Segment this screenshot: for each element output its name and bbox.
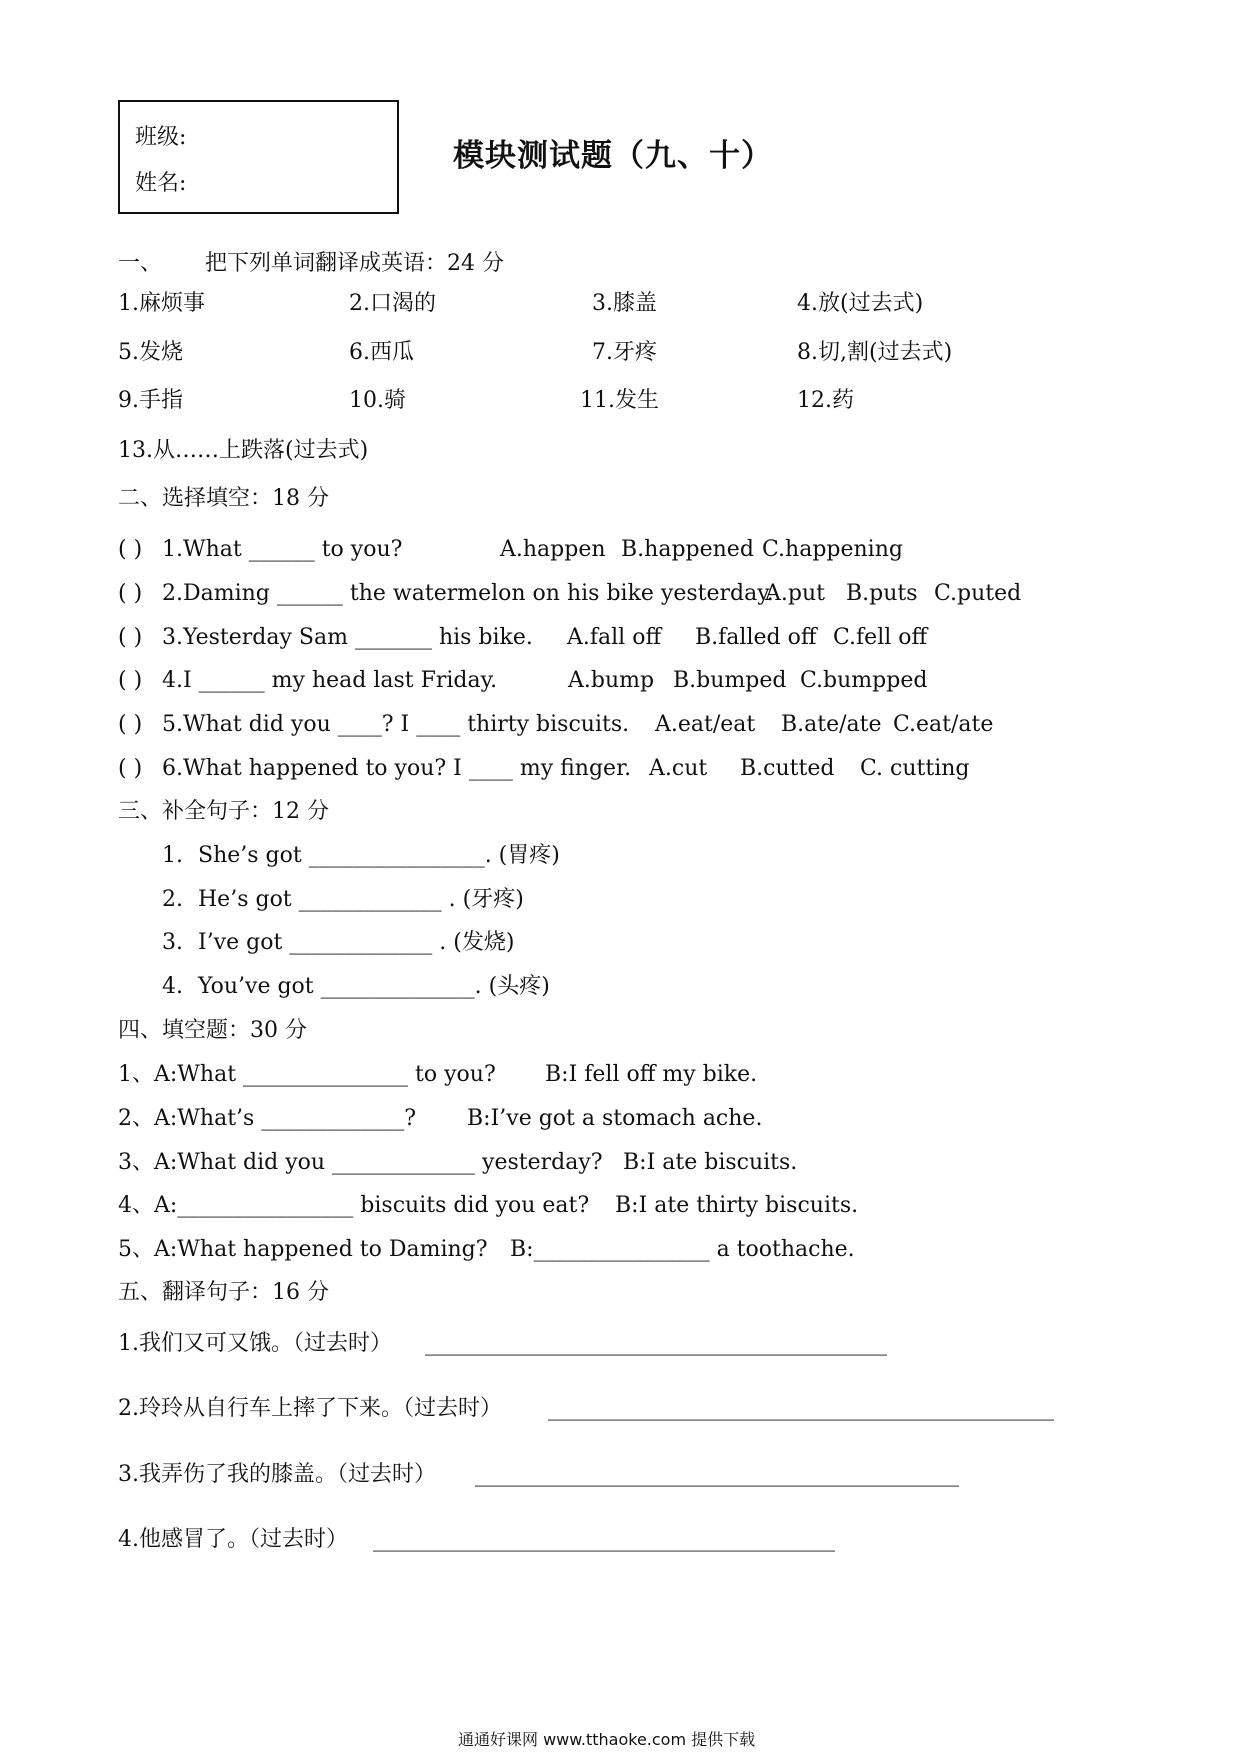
option-b: B.puts xyxy=(846,581,918,606)
section1-heading: 把下列单词翻译成英语：24 分 xyxy=(205,251,504,276)
translation-prompt: 4.他感冒了。（过去时） xyxy=(118,1527,348,1552)
option-c: C. cutting xyxy=(860,756,970,781)
dialogue-question: 4、A:________________ biscuits did you eat? xyxy=(118,1193,590,1218)
question-stem: 4.I ______ my head last Friday. xyxy=(162,668,498,693)
vocab-item: 3.膝盖 xyxy=(592,291,657,316)
option-b: B.ate/ate xyxy=(781,712,882,737)
question-paren: ( ) xyxy=(118,756,143,781)
question-stem: 5.What did you ____? I ____ thirty biscuits. xyxy=(162,712,630,737)
vocab-item: 7.牙疼 xyxy=(592,340,657,365)
question-paren: ( ) xyxy=(118,712,143,737)
dialogue-question: 1、A:What _______________ to you? xyxy=(118,1062,496,1087)
question-paren: ( ) xyxy=(118,625,143,650)
question-paren: ( ) xyxy=(118,537,143,562)
option-c: C.happening xyxy=(762,537,903,562)
vocab-item: 6.西瓜 xyxy=(349,340,414,365)
section5-heading: 五、翻译句子：16 分 xyxy=(118,1280,329,1305)
vocab-item: 10.骑 xyxy=(349,388,406,413)
option-a: A.eat/eat xyxy=(655,712,756,737)
sentence-text: He’s got _____________ . (牙疼) xyxy=(198,887,524,912)
vocab-item: 8.切,割(过去式) xyxy=(797,340,953,365)
question-stem: 2.Daming ______ the watermelon on his bike yesterday. xyxy=(162,581,774,606)
question-paren: ( ) xyxy=(118,668,143,693)
sentence-number: 1. xyxy=(162,843,183,868)
question-stem: 3.Yesterday Sam _______ his bike. xyxy=(162,625,533,650)
translation-prompt: 2.玲玲从自行车上摔了下来。（过去时） xyxy=(118,1396,502,1421)
option-a: A.bump xyxy=(568,668,655,693)
option-a: A.cut xyxy=(649,756,708,781)
option-b: B.happened xyxy=(621,537,754,562)
vocab-item: 11.发生 xyxy=(580,388,659,413)
name-label: 姓名: xyxy=(135,171,187,196)
option-b: B.cutted xyxy=(740,756,835,781)
section3-heading: 三、补全句子：12 分 xyxy=(118,799,329,824)
vocab-item: 2.口渴的 xyxy=(349,291,436,316)
sentence-number: 3. xyxy=(162,930,183,955)
vocab-item: 13.从……上跌落(过去式) xyxy=(118,438,369,463)
option-b: B.falled off xyxy=(695,625,817,650)
question-paren: ( ) xyxy=(118,581,143,606)
option-a: A.put xyxy=(765,581,825,606)
dialogue-answer: B:I fell off my bike. xyxy=(545,1062,758,1087)
dialogue-answer: B:I’ve got a stomach ache. xyxy=(467,1106,763,1131)
option-c: C.puted xyxy=(934,581,1022,606)
option-a: A.fall off xyxy=(567,625,662,650)
option-b: B.bumped xyxy=(673,668,787,693)
dialogue-question: 2、A:What’s _____________? xyxy=(118,1106,417,1131)
vocab-item: 5.发烧 xyxy=(118,340,183,365)
answer-line: __________________________________________ xyxy=(425,1331,887,1356)
class-label: 班级: xyxy=(135,125,187,150)
vocab-item: 12.药 xyxy=(797,388,854,413)
answer-line: ______________________________________________ xyxy=(548,1396,1054,1421)
dialogue-question: 3、A:What did you _____________ yesterday? xyxy=(118,1150,603,1175)
section1-heading-number: 一、 xyxy=(118,251,163,276)
dialogue-answer: B:I ate thirty biscuits. xyxy=(615,1193,859,1218)
sentence-text: She’s got ________________. (胃疼) xyxy=(198,843,560,868)
option-a: A.happen xyxy=(500,537,606,562)
translation-prompt: 3.我弄伤了我的膝盖。（过去时） xyxy=(118,1462,436,1487)
option-c: C.bumpped xyxy=(800,668,928,693)
translation-prompt: 1.我们又可又饿。（过去时） xyxy=(118,1331,392,1356)
footer-credit: 通通好课网 www.tthaoke.com 提供下载 xyxy=(458,1730,756,1749)
page-title: 模块测试题（九、十） xyxy=(453,138,773,174)
vocab-item: 9.手指 xyxy=(118,388,183,413)
section2-heading: 二、选择填空：18 分 xyxy=(118,486,329,511)
sentence-text: You’ve got ______________. (头疼) xyxy=(198,974,550,999)
dialogue-answer: B:________________ a toothache. xyxy=(510,1237,855,1262)
vocab-item: 4.放(过去式) xyxy=(797,291,924,316)
vocab-item: 1.麻烦事 xyxy=(118,291,205,316)
option-c: C.fell off xyxy=(833,625,928,650)
sentence-number: 2. xyxy=(162,887,183,912)
dialogue-question: 5、A:What happened to Daming? xyxy=(118,1237,488,1262)
sentence-number: 4. xyxy=(162,974,183,999)
section4-heading: 四、填空题：30 分 xyxy=(118,1018,307,1043)
sentence-text: I’ve got _____________ . (发烧) xyxy=(198,930,515,955)
student-info-box xyxy=(118,100,399,214)
question-stem: 6.What happened to you? I ____ my finger. xyxy=(162,756,632,781)
option-c: C.eat/ate xyxy=(893,712,994,737)
question-stem: 1.What ______ to you? xyxy=(162,537,403,562)
answer-line: __________________________________________ xyxy=(373,1527,835,1552)
answer-line: ____________________________________________ xyxy=(475,1462,959,1487)
dialogue-answer: B:I ate biscuits. xyxy=(623,1150,798,1175)
